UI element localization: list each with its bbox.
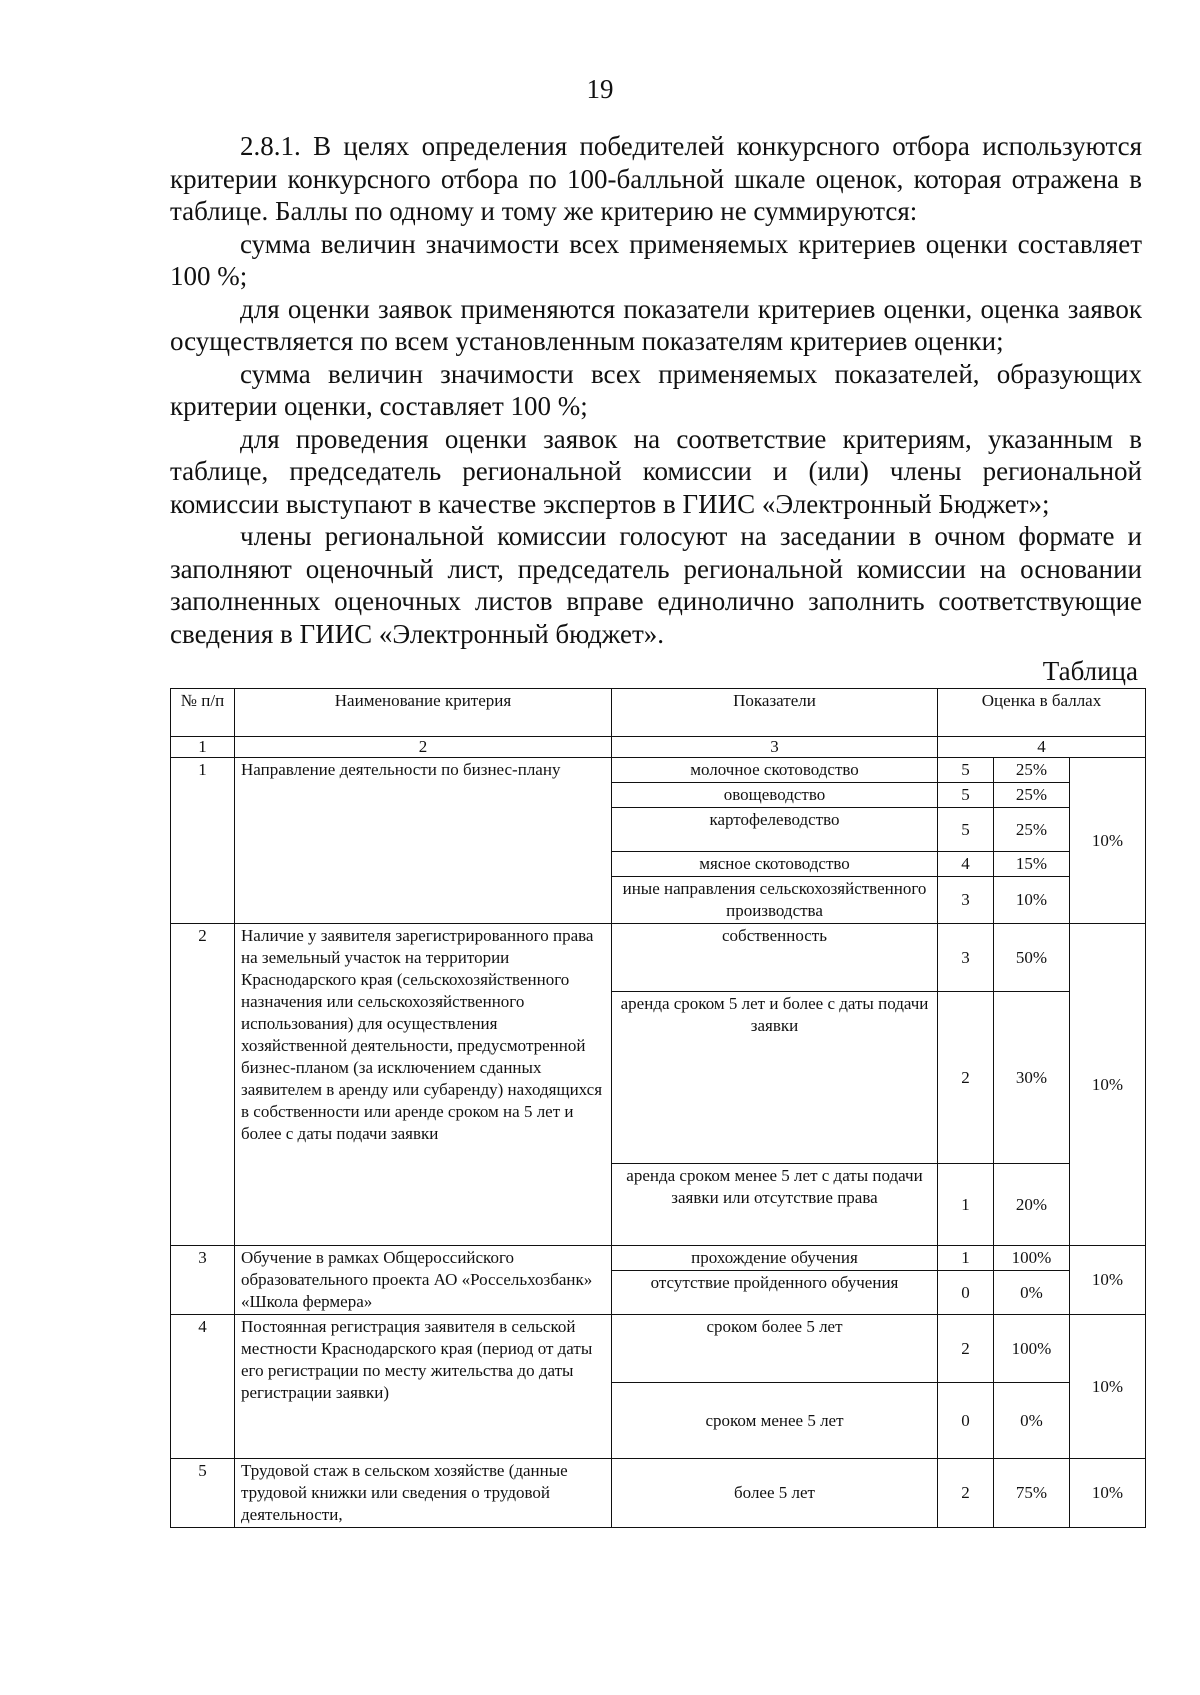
column-number: 4 <box>938 737 1146 758</box>
indicator-label: прохождение обучения <box>612 1246 938 1271</box>
indicator-label: мясное скотоводство <box>612 852 938 877</box>
indicator-percent: 15% <box>994 852 1070 877</box>
paragraph: 2.8.1. В целях определения победителей конкурсного отбора используются критерии конкурсного отбора по 100-балльной шкале оценок, которая отражена в таблице. Баллы по одному и тому же критерию не суммируются: <box>170 131 1142 226</box>
indicator-percent: 100% <box>994 1246 1070 1271</box>
column-number: 2 <box>235 737 612 758</box>
indicator-percent: 75% <box>994 1459 1070 1528</box>
table-row <box>171 1459 1146 1528</box>
indicator-points: 1 <box>938 1164 994 1246</box>
criterion-name: Трудовой стаж в сельском хозяйстве (данные трудовой книжки или сведения о трудовой деятельности, <box>235 1459 612 1528</box>
indicator-percent: 25% <box>994 758 1070 783</box>
criterion-weight: 10% <box>1070 924 1146 1246</box>
indicator-points: 5 <box>938 758 994 783</box>
table-row <box>171 1315 1146 1383</box>
indicator-points: 0 <box>938 1271 994 1315</box>
indicator-label: сроком менее 5 лет <box>612 1383 938 1459</box>
indicator-label: молочное скотоводство <box>612 758 938 783</box>
paragraph: члены региональной комиссии голосуют на заседании в очном формате и заполняют оценочный лист, председатель региональной комиссии на основании заполненных оценочных листов вправе единолично заполнить соответствующие сведения в ГИИС «Электронный бюджет». <box>170 521 1142 649</box>
body-text <box>170 130 1142 650</box>
criterion-num: 3 <box>171 1246 235 1315</box>
criterion-num: 2 <box>171 924 235 1246</box>
indicator-percent: 0% <box>994 1271 1070 1315</box>
criterion-name: Обучение в рамках Общероссийского образовательного проекта АО «Россельхозбанк» «Школа фермера» <box>235 1246 612 1315</box>
indicator-percent: 10% <box>994 877 1070 924</box>
indicator-label: аренда сроком 5 лет и более с даты подачи заявки <box>612 992 938 1164</box>
column-number-row <box>171 737 1146 758</box>
indicator-label: аренда сроком менее 5 лет с даты подачи заявки или отсутствие права <box>612 1164 938 1246</box>
criterion-name: Направление деятельности по бизнес-плану <box>235 758 612 924</box>
header-num: № п/п <box>171 689 235 737</box>
criterion-weight: 10% <box>1070 1246 1146 1315</box>
indicator-points: 2 <box>938 992 994 1164</box>
indicator-label: сроком более 5 лет <box>612 1315 938 1383</box>
indicator-points: 5 <box>938 783 994 808</box>
paragraph: сумма величин значимости всех применяемых критериев оценки составляет 100 %; <box>170 228 1142 291</box>
criterion-num: 4 <box>171 1315 235 1459</box>
indicator-label: иные направления сельскохозяйственного производства <box>612 877 938 924</box>
criterion-num: 1 <box>171 758 235 924</box>
header-name: Наименование критерия <box>235 689 612 737</box>
criterion-weight: 10% <box>1070 758 1146 924</box>
indicator-points: 3 <box>938 877 994 924</box>
indicator-percent: 25% <box>994 808 1070 852</box>
table-header-row <box>171 689 1146 737</box>
column-number: 3 <box>612 737 938 758</box>
indicator-points: 4 <box>938 852 994 877</box>
indicator-label: картофелеводство <box>612 808 938 852</box>
header-indicators: Показатели <box>612 689 938 737</box>
table-row <box>171 758 1146 783</box>
indicator-percent: 100% <box>994 1315 1070 1383</box>
header-score: Оценка в баллах <box>938 689 1146 737</box>
indicator-label: овощеводство <box>612 783 938 808</box>
indicator-percent: 30% <box>994 992 1070 1164</box>
criteria-table <box>170 688 1146 1528</box>
indicator-label: более 5 лет <box>612 1459 938 1528</box>
indicator-points: 2 <box>938 1315 994 1383</box>
indicator-points: 3 <box>938 924 994 992</box>
indicator-points: 1 <box>938 1246 994 1271</box>
page-number: 19 <box>586 74 614 104</box>
indicator-label: отсутствие пройденного обучения <box>612 1271 938 1315</box>
indicator-percent: 50% <box>994 924 1070 992</box>
paragraph: для оценки заявок применяются показатели критериев оценки, оценка заявок осуществляется по всем установленным показателям критериев оценки; <box>170 293 1142 356</box>
column-number: 1 <box>171 737 235 758</box>
paragraph: сумма величин значимости всех применяемых показателей, образующих критерии оценки, составляет 100 %; <box>170 358 1142 421</box>
indicator-label: собственность <box>612 924 938 992</box>
criterion-num: 5 <box>171 1459 235 1528</box>
indicator-percent: 0% <box>994 1383 1070 1459</box>
criterion-name: Наличие у заявителя зарегистрированного права на земельный участок на территории Краснодарского края (сельскохозяйственного назначения или сельскохозяйственного использования) для осуществления хозяйственной деятельности, предусмотренной бизнес-планом (за исключением сданных заявителем в аренду или субаренду) находящихся в собственности или аренде сроком на 5 лет и более с даты подачи заявки <box>235 924 612 1246</box>
paragraph: для проведения оценки заявок на соответствие критериям, указанным в таблице, председатель региональной комиссии и (или) члены региональной комиссии выступают в качестве экспертов в ГИИС «Электронный Бюджет»; <box>170 423 1142 519</box>
indicator-percent: 20% <box>994 1164 1070 1246</box>
criterion-weight: 10% <box>1070 1315 1146 1459</box>
table-row <box>171 1246 1146 1271</box>
criterion-weight: 10% <box>1070 1459 1146 1528</box>
indicator-points: 0 <box>938 1383 994 1459</box>
table-label: Таблица <box>1042 656 1138 686</box>
indicator-points: 5 <box>938 808 994 852</box>
table-row <box>171 924 1146 992</box>
indicator-percent: 25% <box>994 783 1070 808</box>
indicator-points: 2 <box>938 1459 994 1528</box>
criterion-name: Постоянная регистрация заявителя в сельской местности Краснодарского края (период от даты его регистрации по месту жительства до даты регистрации заявки) <box>235 1315 612 1459</box>
